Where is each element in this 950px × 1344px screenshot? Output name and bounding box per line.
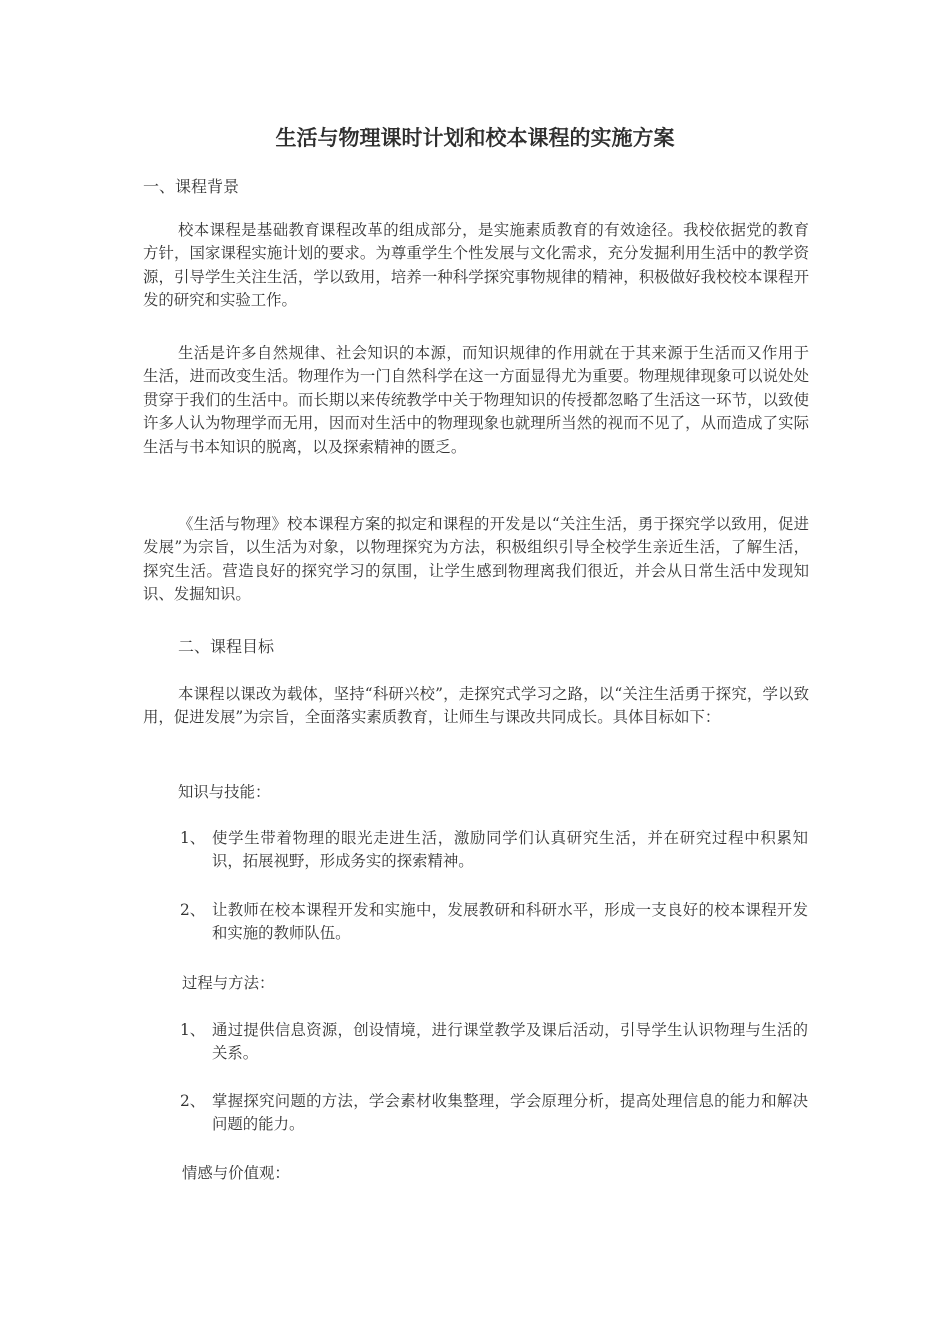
label-knowledge-skills: 知识与技能： [178, 783, 271, 801]
list-item-text: 通过提供信息资源，创设情境，进行课堂教学及课后活动，引导学生认识物理与生活的关系。 [212, 1021, 808, 1063]
list-item-process-1 [180, 1019, 808, 1066]
list-item-knowledge-1 [180, 827, 808, 874]
list-item-text: 使学生带着物理的眼光走进生活，激励同学们认真研究生活，并在研究过程中积累知识，拓展视野，形成务实的探索精神。 [212, 829, 808, 871]
list-item-number: 2、 [180, 901, 206, 919]
paragraph-goals-intro: 本课程以课改为载体，坚持“科研兴校”，走探究式学习之路，以“关注生活勇于探究，学以致用，促进发展”为宗旨，全面落实素质教育，让师生与课改共同成长。具体目标如下： [143, 685, 809, 727]
label-emotion-values: 情感与价值观： [182, 1164, 290, 1182]
label-process-methods: 过程与方法： [182, 974, 275, 992]
list-item-number: 1、 [180, 829, 206, 847]
list-item-number: 1、 [180, 1021, 206, 1039]
list-item-text: 掌握探究问题的方法，学会素材收集整理，学会原理分析，提高处理信息的能力和解决问题的能力。 [212, 1092, 808, 1134]
paragraph-school-curriculum: 校本课程是基础教育课程改革的组成部分，是实施素质教育的有效途径。我校依据党的教育方针，国家课程实施计划的要求。为尊重学生个性发展与文化需求，充分发掘利用生活中的教学资源，引导学生关注生活，学以致用，培养一种科学探究事物规律的精神，积极做好我校校本课程开发的研究和实验工作。 [143, 221, 809, 310]
section-heading-background: 一、课程背景 [143, 177, 240, 196]
list-item-knowledge-2 [180, 899, 808, 946]
section-heading-goals: 二、课程目标 [178, 637, 275, 656]
list-item-number: 2、 [180, 1092, 206, 1110]
paragraph-course-purpose: 《生活与物理》校本课程方案的拟定和课程的开发是以“关注生活，勇于探究学以致用，促进发展”为宗旨，以生活为对象，以物理探究为方法，积极组织引导全校学生亲近生活，了解生活，探究生活。营造良好的探究学习的氛围，让学生感到物理离我们很近，并会从日常生活中发现知识、发掘知识。 [143, 515, 809, 604]
list-item-text: 让教师在校本课程开发和实施中，发展教研和科研水平，形成一支良好的校本课程开发和实施的教师队伍。 [212, 901, 808, 943]
paragraph-life-knowledge: 生活是许多自然规律、社会知识的本源，而知识规律的作用就在于其来源于生活而又作用于生活，进而改变生活。物理作为一门自然科学在这一方面显得尤为重要。物理规律现象可以说处处贯穿于我们的生活中。而长期以来传统教学中关于物理知识的传授都忽略了生活这一环节，以致使许多人认为物理学而无用，因而对生活中的物理现象也就理所当然的视而不见了，从而造成了实际生活与书本知识的脱离，以及探索精神的匮乏。 [143, 344, 809, 456]
document-title: 生活与物理课时计划和校本课程的实施方案 [275, 126, 675, 150]
list-item-process-2 [180, 1090, 808, 1137]
